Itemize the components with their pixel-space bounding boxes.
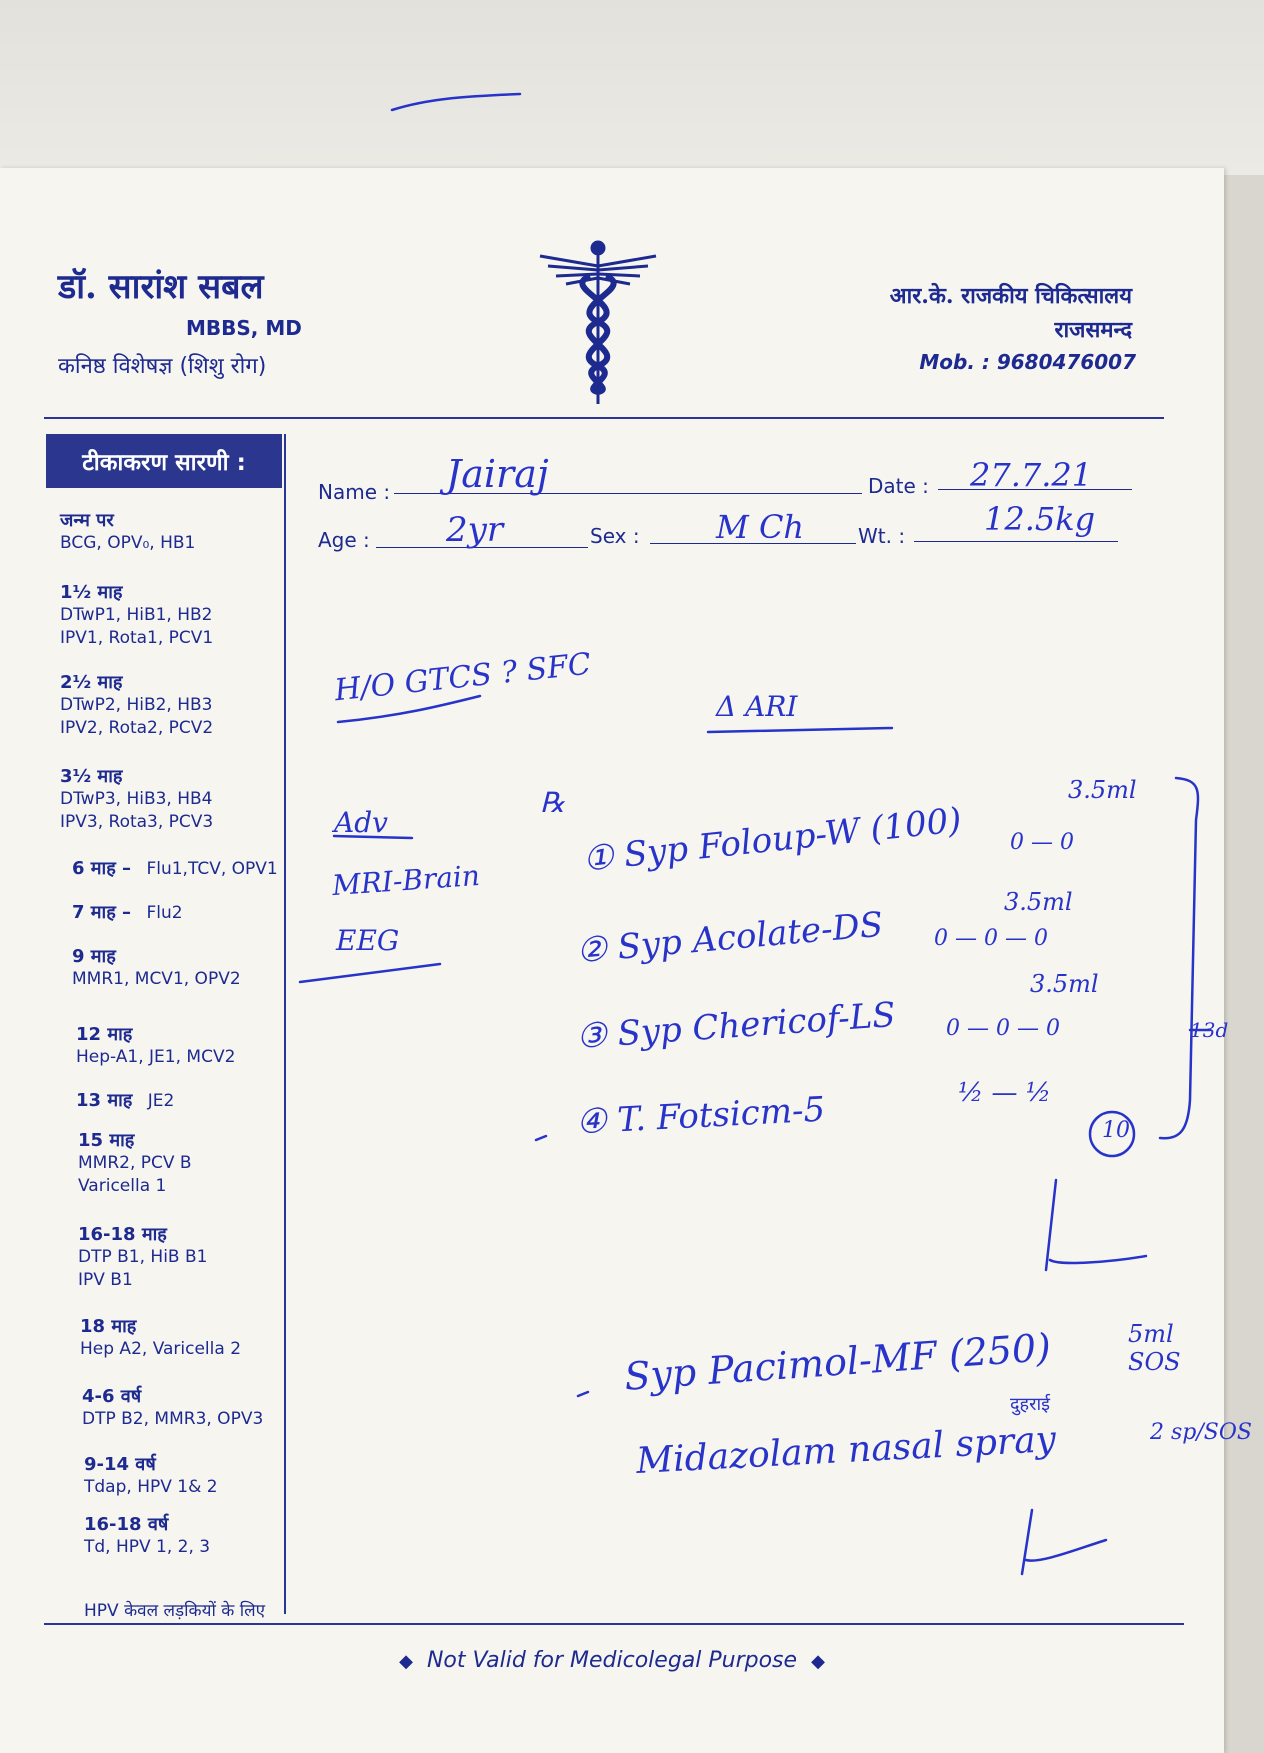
weight-value[interactable]: 12.5kg	[984, 500, 1096, 538]
footer-disclaimer: ◆ Not Valid for Medicolegal Purpose ◆	[399, 1648, 825, 1673]
duration-note: 13d	[1190, 1018, 1229, 1042]
back-sheet	[0, 0, 1264, 175]
age-value[interactable]: 2yr	[446, 510, 504, 550]
diamond-icon: ◆	[399, 1651, 413, 1672]
rx-dose-4: ½ — ½	[958, 1078, 1051, 1108]
rx-schedule-3: 0 — 0 — 0	[946, 1016, 1060, 1041]
vaccine-group: 12 माह Hep-A1, JE1, MCV2	[76, 1024, 236, 1067]
doctor-name: डॉ. सारांश सबल	[58, 267, 264, 307]
rx-dose-1: 3.5ml	[1068, 776, 1137, 804]
weight-label: Wt. :	[858, 524, 906, 548]
sos-dose: 5ml SOS	[1128, 1320, 1181, 1376]
diagnosis: Δ ARI	[716, 690, 798, 723]
vaccine-group: 4-6 वर्ष DTP B2, MMR3, OPV3	[82, 1386, 264, 1429]
caduceus-logo	[520, 236, 670, 410]
sos-note: दुहराई	[1010, 1394, 1050, 1415]
date-label: Date :	[868, 474, 929, 498]
vaccine-group: 18 माह Hep A2, Varicella 2	[80, 1316, 242, 1359]
rx-symbol: ℞	[540, 786, 566, 819]
advice-item: EEG	[336, 924, 400, 957]
vaccine-group: 7 माह – Flu2	[72, 902, 183, 923]
rx-item-1: ① Syp Foloup-W (100)	[580, 800, 964, 880]
doctor-role: कनिष्ठ विशेषज्ञ (शिशु रोग)	[58, 354, 267, 379]
hospital-city: राजसमन्द	[1054, 317, 1132, 343]
duration: 10	[1102, 1118, 1130, 1143]
history-note: H/O GTCS ? SFC	[332, 646, 593, 709]
vaccine-group: 13 माह JE2	[76, 1090, 175, 1111]
sex-value[interactable]: M Ch	[716, 508, 805, 546]
vaccine-group: 2½ माह DTwP2, HiB2, HB3 IPV2, Rota2, PCV2	[60, 672, 214, 738]
vaccine-group: 3½ माह DTwP3, HiB3, HB4 IPV3, Rota3, PCV3	[60, 766, 214, 832]
nasal-spray: Midazolam nasal spray	[635, 1419, 1057, 1482]
advice-title: Adv	[334, 806, 388, 839]
header-rule	[44, 417, 1164, 419]
sidebar-border	[284, 434, 286, 1614]
rx-dose-3: 3.5ml	[1030, 970, 1099, 998]
vaccine-group: 9-14 वर्ष Tdap, HPV 1& 2	[84, 1454, 218, 1497]
hospital-mobile: Mob. : 9680476007	[919, 350, 1136, 374]
patient-name[interactable]: Jairaj	[446, 452, 549, 496]
rx-item-4: ④ T. Fotsicm-5	[575, 1089, 827, 1143]
advice-item: MRI-Brain	[331, 858, 481, 903]
rx-item-2: ② Syp Acolate-DS	[574, 904, 885, 972]
rx-schedule-2: 0 — 0 — 0	[934, 926, 1048, 951]
nasal-dose: 2 sp/SOS	[1150, 1420, 1252, 1445]
rx-dose-2: 3.5ml	[1004, 888, 1073, 916]
hpv-note: HPV केवल लड़कियों के लिए	[84, 1601, 266, 1621]
diamond-icon: ◆	[811, 1651, 825, 1672]
vaccine-group: 9 माह MMR1, MCV1, OPV2	[72, 946, 241, 989]
footer-rule	[44, 1623, 1184, 1625]
sex-label: Sex :	[590, 524, 640, 548]
rx-item-3: ③ Syp Chericof-LS	[574, 994, 897, 1058]
vaccine-group: 16-18 माह DTP B1, HiB B1 IPV B1	[78, 1224, 208, 1290]
age-label: Age :	[318, 528, 370, 552]
name-label: Name :	[318, 480, 391, 504]
vaccine-group: 15 माह MMR2, PCV B Varicella 1	[78, 1130, 192, 1196]
date-value[interactable]: 27.7.21	[970, 456, 1093, 494]
sos-drug: Syp Pacimol-MF (250)	[622, 1325, 1053, 1399]
hospital-name: आर.के. राजकीय चिकित्सालय	[889, 283, 1132, 309]
doctor-degree: MBBS, MD	[186, 316, 302, 340]
vaccine-group: 16-18 वर्ष Td, HPV 1, 2, 3	[84, 1514, 211, 1557]
vaccine-group: जन्म पर BCG, OPV₀, HB1	[60, 510, 196, 553]
vaccine-group: 1½ माह DTwP1, HiB1, HB2 IPV1, Rota1, PCV1	[60, 582, 214, 648]
vaccine-group: 6 माह – Flu1,TCV, OPV1	[72, 858, 278, 879]
weight-field-line	[914, 540, 1118, 542]
rx-schedule-1: 0 — 0	[1010, 830, 1074, 855]
vaccination-title: टीकाकरण सारणी :	[46, 434, 282, 488]
